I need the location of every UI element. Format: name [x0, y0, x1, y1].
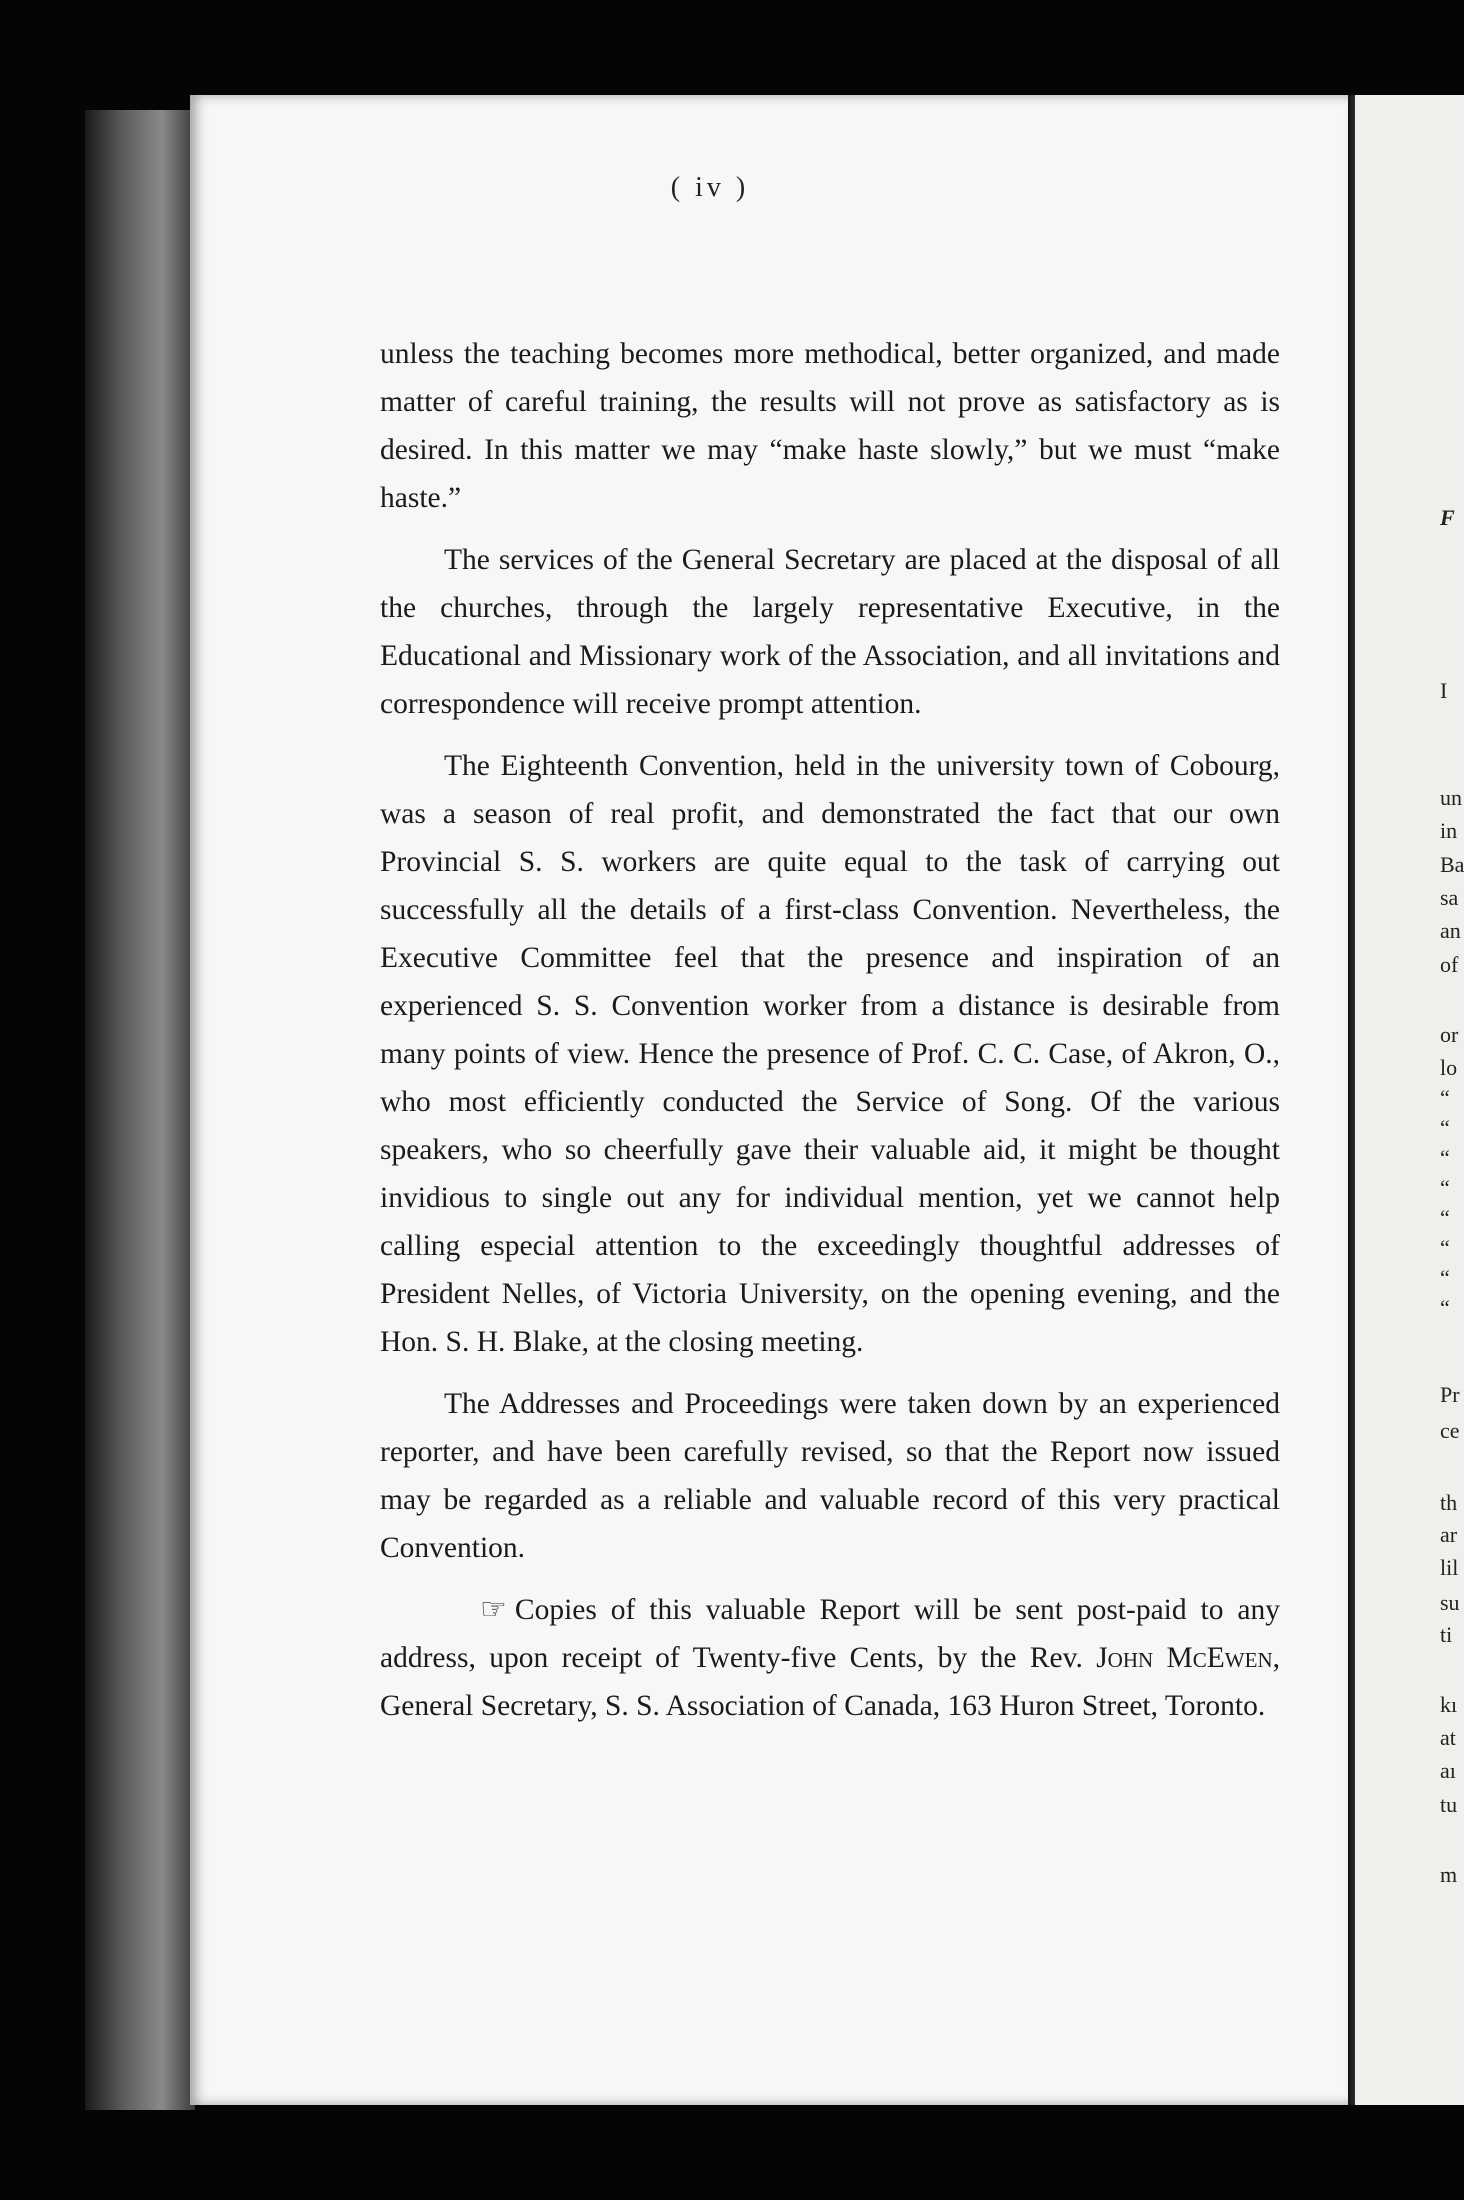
fragment: m — [1440, 1862, 1458, 1887]
notice-name: John McEwen — [1096, 1642, 1273, 1674]
page-number: ( iv ) — [670, 172, 750, 203]
fragment: ar — [1440, 1522, 1458, 1547]
fragment: of — [1440, 952, 1459, 977]
fragment: at — [1440, 1725, 1456, 1750]
paragraph-2: The services of the General Secretary are placed at the disposal of all the churches, through the largely representative Executive, in the Educational and Missionary work of the Association, and all invitations and correspondence will receive prompt attention. — [380, 544, 1280, 720]
ordering-notice — [380, 1586, 1280, 1730]
fragment: ti — [1440, 1622, 1453, 1647]
fragment: su — [1440, 1590, 1460, 1615]
fragment: an — [1440, 918, 1461, 943]
fragment: “ — [1440, 1205, 1450, 1230]
fragment: th — [1440, 1490, 1458, 1515]
notice-text-after: , General Secretary, S. S. Association of Canada, 163 Huron Street, Toronto. — [380, 1642, 1280, 1722]
fragment: in — [1440, 818, 1458, 843]
fragment: lil — [1440, 1555, 1459, 1580]
fragment: “ — [1440, 1235, 1450, 1260]
fragment: “ — [1440, 1145, 1450, 1170]
paragraph-3: The Eighteenth Convention, held in the university town of Cobourg, was a season of real profit, and demonstrated the fact that our own Provincial S. S. workers are quite equal to the task of carrying out successfully all the details of a first-class Convention. Nevertheless, the Executive Committee feel that the presence and inspiration of an experienced S. S. Convention worker from a distance is desirable from many points of view. Hence the presence of Prof. C. C. Case, of Akron, O., who most efficiently conducted the Service of Song. Of the various speakers, who so cheerfully gave their valuable aid, it might be thought invidious to single out any for individual mention, yet we cannot help calling especial attention to the exceedingly thoughtful addresses of President Nelles, of Victoria University, on the opening evening, and the Hon. S. H. Blake, at the closing meeting. — [380, 750, 1280, 1358]
fragment: un — [1440, 785, 1462, 810]
book-binding-edge — [85, 110, 195, 2110]
fragment: or — [1440, 1022, 1459, 1047]
fragment: tu — [1440, 1792, 1458, 1817]
pointing-hand-icon: ☞ — [480, 1593, 507, 1626]
fragment: aı — [1440, 1758, 1456, 1783]
fragment: F — [1440, 505, 1455, 530]
fragment: “ — [1440, 1175, 1450, 1200]
fragment: Pr — [1440, 1382, 1460, 1407]
fragment: kı — [1440, 1692, 1458, 1717]
fragment: lo — [1440, 1055, 1458, 1080]
fragment: sa — [1440, 885, 1459, 910]
fragment: “ — [1440, 1115, 1450, 1140]
fragment: ce — [1440, 1418, 1460, 1443]
paragraph-4: The Addresses and Proceedings were taken down by an experienced reporter, and have been carefully revised, so that the Report now issued may be regarded as a reliable and valuable record of this very practical Convention. — [380, 1388, 1280, 1564]
fragment: “ — [1440, 1265, 1450, 1290]
body-text — [380, 330, 1280, 1744]
notice-text-before: Copies of this valuable Report will be sent post-paid to any address, upon receipt of Twenty-five Cents, by the Rev. — [380, 1594, 1280, 1674]
fragment: “ — [1440, 1085, 1450, 1110]
paragraph-1: unless the teaching becomes more methodical, better organized, and made matter of careful training, the results will not prove as satisfactory as is desired. In this matter we may “make haste slowly,” but we must “make haste.” — [380, 338, 1280, 514]
fragment: I — [1440, 678, 1448, 703]
fragment: Ba — [1440, 852, 1464, 877]
fragment: “ — [1440, 1295, 1450, 1320]
